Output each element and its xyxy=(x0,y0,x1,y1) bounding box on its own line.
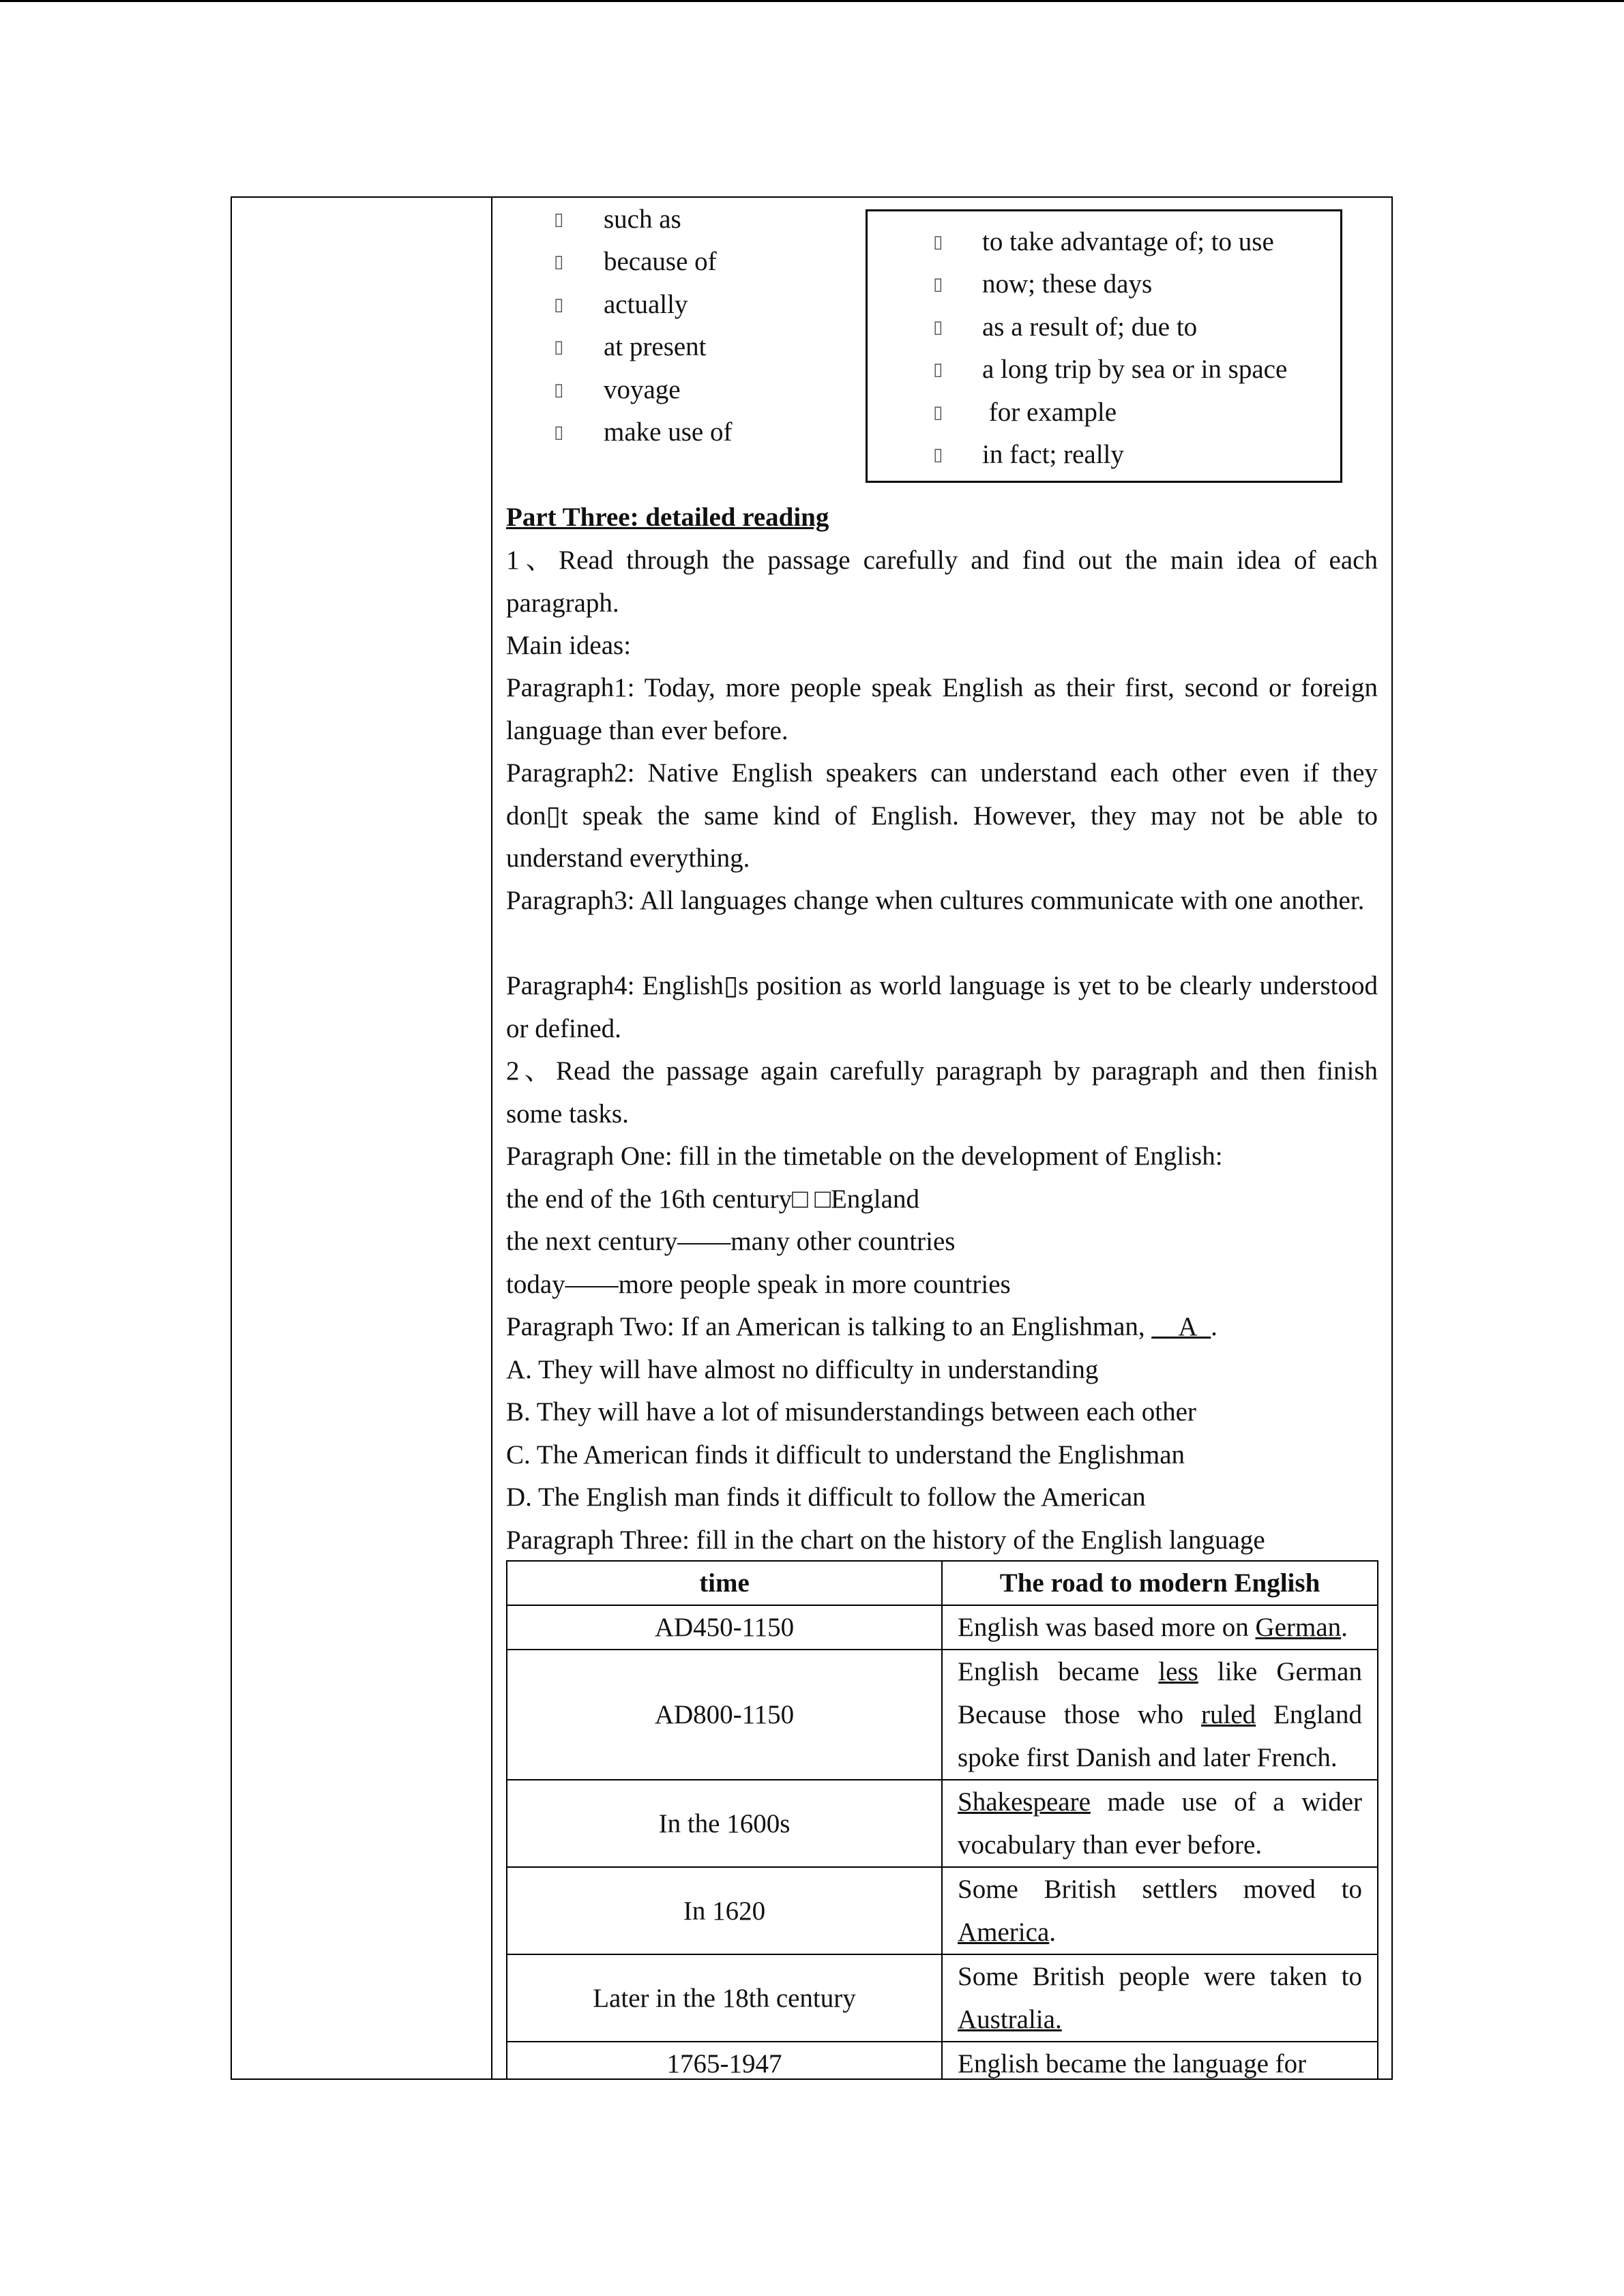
vocab-meaning: in fact; really xyxy=(982,440,1124,469)
task-2-instruction: 2、Read the passage again carefully paragraph by paragraph and then finish some tasks. xyxy=(506,1056,1378,1129)
event-cell: English became less like German Because those who ruled England spoke first Danish and later French. xyxy=(942,1650,1378,1780)
bullet-icon: ▯ xyxy=(554,337,564,357)
bullet-icon: ▯ xyxy=(933,274,943,295)
page-bottom-cut xyxy=(506,2080,1386,2107)
main-idea-paragraph-3: Paragraph3: All languages change when cultures communicate with one another. xyxy=(506,886,1365,915)
bullet-icon: ▯ xyxy=(933,402,943,423)
event-cell: Shakespeare made use of a wider vocabulary than ever before. xyxy=(942,1780,1378,1867)
vocab-word: actually xyxy=(604,290,688,319)
history-table xyxy=(506,1560,1378,2087)
page-top-border xyxy=(0,0,1624,2)
bullet-icon: ▯ xyxy=(554,380,564,400)
filled-answer: ruled xyxy=(1201,1700,1256,1729)
filled-answer: America xyxy=(958,1918,1050,1947)
timeline-item: today——more people speak in more countries xyxy=(506,1270,1011,1299)
vocab-word: such as xyxy=(604,205,681,234)
event-cell: English became the language for xyxy=(942,2042,1378,2086)
main-idea-paragraph-4: Paragraph4: English▯s position as world language is yet to be clearly understood or defined. xyxy=(506,971,1378,1043)
bullet-icon: ▯ xyxy=(933,317,943,338)
vocab-word: voyage xyxy=(604,375,681,404)
option-d: D. The English man finds it difficult to follow the American xyxy=(506,1482,1146,1512)
main-ideas-label: Main ideas: xyxy=(506,631,632,660)
bullet-icon: ▯ xyxy=(554,422,564,443)
filled-answer: less xyxy=(1158,1657,1198,1686)
time-cell: In the 1600s xyxy=(507,1780,942,1867)
time-cell: 1765-1947 xyxy=(507,2042,942,2086)
section-heading: Part Three: detailed reading xyxy=(506,503,829,532)
task-1-instruction: 1、Read through the passage carefully and find out the main idea of each paragraph. xyxy=(506,546,1378,618)
table-row xyxy=(507,1867,1378,1954)
answer-blank: __A_ xyxy=(1151,1312,1211,1341)
option-b: B. They will have a lot of misunderstandings between each other xyxy=(506,1397,1196,1427)
vocab-meaning: to take advantage of; to use xyxy=(982,227,1274,256)
header-time: time xyxy=(507,1561,942,1605)
filled-answer: Shakespeare xyxy=(958,1787,1091,1817)
time-cell: Later in the 18th century xyxy=(507,1954,942,2042)
table-row xyxy=(507,1650,1378,1780)
time-cell: AD800-1150 xyxy=(507,1650,942,1780)
timeline-item: the next century——many other countries xyxy=(506,1227,956,1256)
question-text: Paragraph Two: If an American is talking to an Englishman, xyxy=(506,1312,1152,1341)
paragraph-two-question xyxy=(506,1306,1378,1349)
paragraph-one-task: Paragraph One: fill in the timetable on the development of English: xyxy=(506,1142,1223,1171)
paragraph-three-task: Paragraph Three: fill in the chart on the history of the English language xyxy=(506,1525,1265,1555)
option-a: A. They will have almost no difficulty in understanding xyxy=(506,1355,1099,1384)
timeline-item: the end of the 16th century□ □England xyxy=(506,1184,919,1214)
table-row xyxy=(507,1605,1378,1650)
header-road: The road to modern English xyxy=(942,1561,1378,1605)
bullet-icon: ▯ xyxy=(554,252,564,272)
option-c: C. The American finds it difficult to understand the Englishman xyxy=(506,1440,1185,1470)
bullet-icon: ▯ xyxy=(554,295,564,315)
event-cell: English was based more on German. xyxy=(942,1605,1378,1650)
event-cell: Some British people were taken to Australia. xyxy=(942,1954,1378,2042)
filled-answer: German xyxy=(1255,1613,1342,1642)
main-idea-paragraph-2: Paragraph2: Native English speakers can understand each other even if they don▯t speak the same kind of English. However, they may not be able to understand everything. xyxy=(506,758,1378,873)
table-header-row xyxy=(507,1561,1378,1605)
bullet-icon: ▯ xyxy=(933,359,943,380)
filled-answer: Australia. xyxy=(958,2005,1062,2034)
vocab-meaning: as a result of; due to xyxy=(982,312,1198,342)
bullet-icon: ▯ xyxy=(933,445,943,465)
vocab-word: make use of xyxy=(604,417,733,447)
vocab-meaning: now; these days xyxy=(982,269,1153,299)
bullet-icon: ▯ xyxy=(933,232,943,252)
question-end: . xyxy=(1211,1312,1217,1341)
column-divider xyxy=(491,196,492,2080)
vocab-meaning: for example xyxy=(982,398,1117,427)
vocab-word: at present xyxy=(604,332,707,361)
vocab-meaning: a long trip by sea or in space xyxy=(982,355,1288,384)
time-cell: In 1620 xyxy=(507,1867,942,1954)
main-idea-paragraph-1: Paragraph1: Today, more people speak English as their first, second or foreign language than ever before. xyxy=(506,673,1378,745)
table-row xyxy=(507,1954,1378,2042)
vocab-word: because of xyxy=(604,247,717,276)
bullet-icon: ▯ xyxy=(554,209,564,230)
time-cell: AD450-1150 xyxy=(507,1605,942,1650)
table-row xyxy=(507,1780,1378,1867)
event-cell: Some British settlers moved to America. xyxy=(942,1867,1378,1954)
